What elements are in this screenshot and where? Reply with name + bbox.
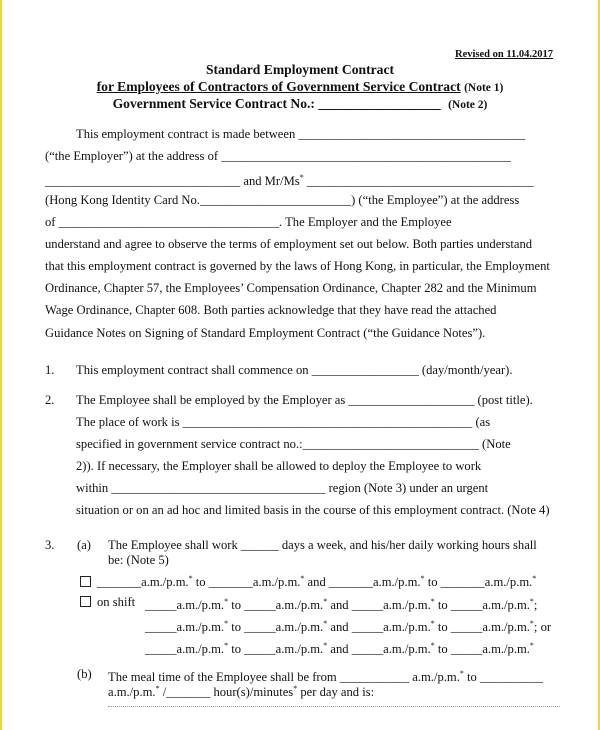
contract-number-note: (Note 2) [448,99,488,111]
clause-1-number: 1. [45,363,55,377]
asterisk-mark: * [532,574,537,583]
document-title: Standard Employment Contract [205,62,395,77]
fixed-hours-checkbox[interactable] [80,576,91,587]
clause-3b-line: a.m./p.m.* /_______ hour(s)/minutes* per day and is: [108,684,375,700]
asterisk-mark: * [430,597,435,606]
paragraph-line: Wage Ordinance, Chapter 608. Both parties acknowledge that they have read the attached [45,303,497,317]
asterisk-mark: * [430,619,435,628]
asterisk-mark: * [529,619,534,628]
asterisk-mark: * [323,597,328,606]
paragraph-line: (“the Employer”) at the address of ______________________________________________ [45,149,511,163]
contract-number-line [2,97,598,112]
asterisk-mark: * [420,574,425,583]
clause-2-line: specified in government service contract no.:____________________________ (Note [76,437,511,451]
paragraph-line: _______________________________ and Mr/Ms* ____________________________________ [45,173,534,189]
clause-2-line: within __________________________________ region (Note 3) under an urgent [76,481,489,495]
paragraph-line: This employment contract is made between ____________________________________ [76,127,526,141]
clause-3b-line: The meal time of the Employee shall be from ___________ a.m./p.m.* to __________ [108,669,543,685]
shift-checkbox[interactable] [80,596,91,607]
clause-2-line: The place of work is ______________________________________________ (as [76,415,491,429]
shift-line: _____a.m./p.m.* to _____a.m./p.m.* and _____a.m./p.m.* to _____a.m./p.m.*; [145,597,538,613]
shift-line: _____a.m./p.m.* to _____a.m./p.m.* and _____a.m./p.m.* to _____a.m./p.m.*; or [145,619,552,635]
clause-2-line: The Employee shall be employed by the Employer as ____________________ (post title). [76,393,533,407]
asterisk-mark: * [323,641,328,650]
revision-date: Revised on 11.04.2017 [455,49,554,60]
fixed-hours-text: _______a.m./p.m.* to _______a.m./p.m.* and _______a.m./p.m.* to _______a.m./p.m.* [97,574,537,590]
paragraph-line: Ordinance, Chapter 57, the Employees’ Compensation Ordinance, Chapter 282 and the Minimum [45,281,537,295]
document-subtitle [2,80,598,95]
subtitle-text: for Employees of Contractors of Government Service Contract [96,79,461,94]
asterisk-mark: * [293,684,298,693]
clause-1-text: This employment contract shall commence on _________________ (day/month/year). [76,363,513,377]
fixed-hours-option [80,572,536,589]
asterisk-mark: * [188,574,193,583]
clause-3a-label: (a) [77,538,91,552]
clause-2-line: situation or on an ad hoc and limited basis in the course of this employment contract. (Note 4) [76,503,550,517]
shift-option [80,595,135,609]
clause-2-line: 2)). If necessary, the Employer shall be allowed to deploy the Employee to work [76,459,482,473]
asterisk-mark: * [459,669,464,678]
shift-label: on shift [97,595,136,609]
paragraph-line: Guidance Notes on Signing of Standard Employment Contract (“the Guidance Notes”). [45,326,486,340]
paragraph-line: of ___________________________________. The Employer and the Employee [45,215,452,229]
subtitle-note: (Note 1) [464,82,504,94]
paragraph-line: (Hong Kong Identity Card No.________________________) (“the Employee”) at the address [45,193,520,207]
clause-3-number: 3. [45,538,55,552]
clause-3a-line: The Employee shall work ______ days a week, and his/her daily working hours shall [108,538,537,552]
clause-3b-label: (b) [77,667,92,681]
asterisk-mark: * [155,684,160,693]
shift-line: _____a.m./p.m.* to _____a.m./p.m.* and _____a.m./p.m.* to _____a.m./p.m.* [145,641,534,657]
paragraph-line: understand and agree to observe the terms of employment set out below. Both parties understand [45,237,533,251]
asterisk-mark: * [299,173,304,182]
paragraph-line: that this employment contract is governed by the laws of Hong Kong, in particular, the Employment [45,259,550,273]
document-page [2,0,598,730]
contract-number-label: Government Service Contract No.: __________________ [112,96,441,111]
asterisk-mark: * [323,619,328,628]
asterisk-mark: * [224,641,229,650]
asterisk-mark: * [430,641,435,650]
cut-off-line [108,706,560,707]
asterisk-mark: * [224,597,229,606]
asterisk-mark: * [529,641,534,650]
asterisk-mark: * [224,619,229,628]
asterisk-mark: * [529,597,534,606]
clause-2-number: 2. [45,393,55,407]
asterisk-mark: * [300,574,305,583]
clause-3a-line: be: (Note 5) [108,553,169,567]
